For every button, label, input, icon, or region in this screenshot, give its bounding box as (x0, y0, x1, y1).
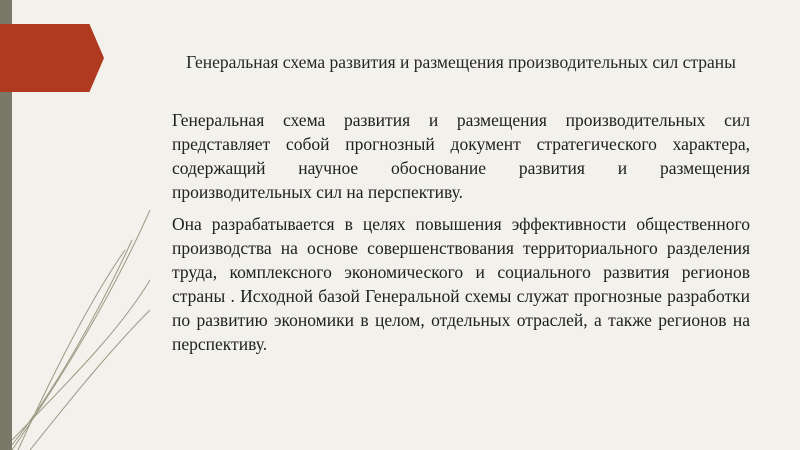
slide-body (172, 108, 750, 364)
accent-tab (0, 24, 104, 92)
slide-title: Генеральная схема развития и размещения производительных сил страны (186, 52, 736, 72)
paragraph-2: Она разрабатывается в целях повышения эффективности общественного производства на основе совершенствования территориального разделения труда, комплексного экономического и социального развития регионов страны . Исходной базой Генеральной схемы служат прогнозные разработки по развитию экономики в целом, отдельных отраслей, а также регионов на перспективу. (172, 214, 750, 354)
paragraph-1: Генеральная схема развития и размещения производительных сил представляет собой прогнозный документ стратегического характера, содержащий научное обоснование развития и размещения производительных сил на перспективу. (172, 110, 750, 202)
